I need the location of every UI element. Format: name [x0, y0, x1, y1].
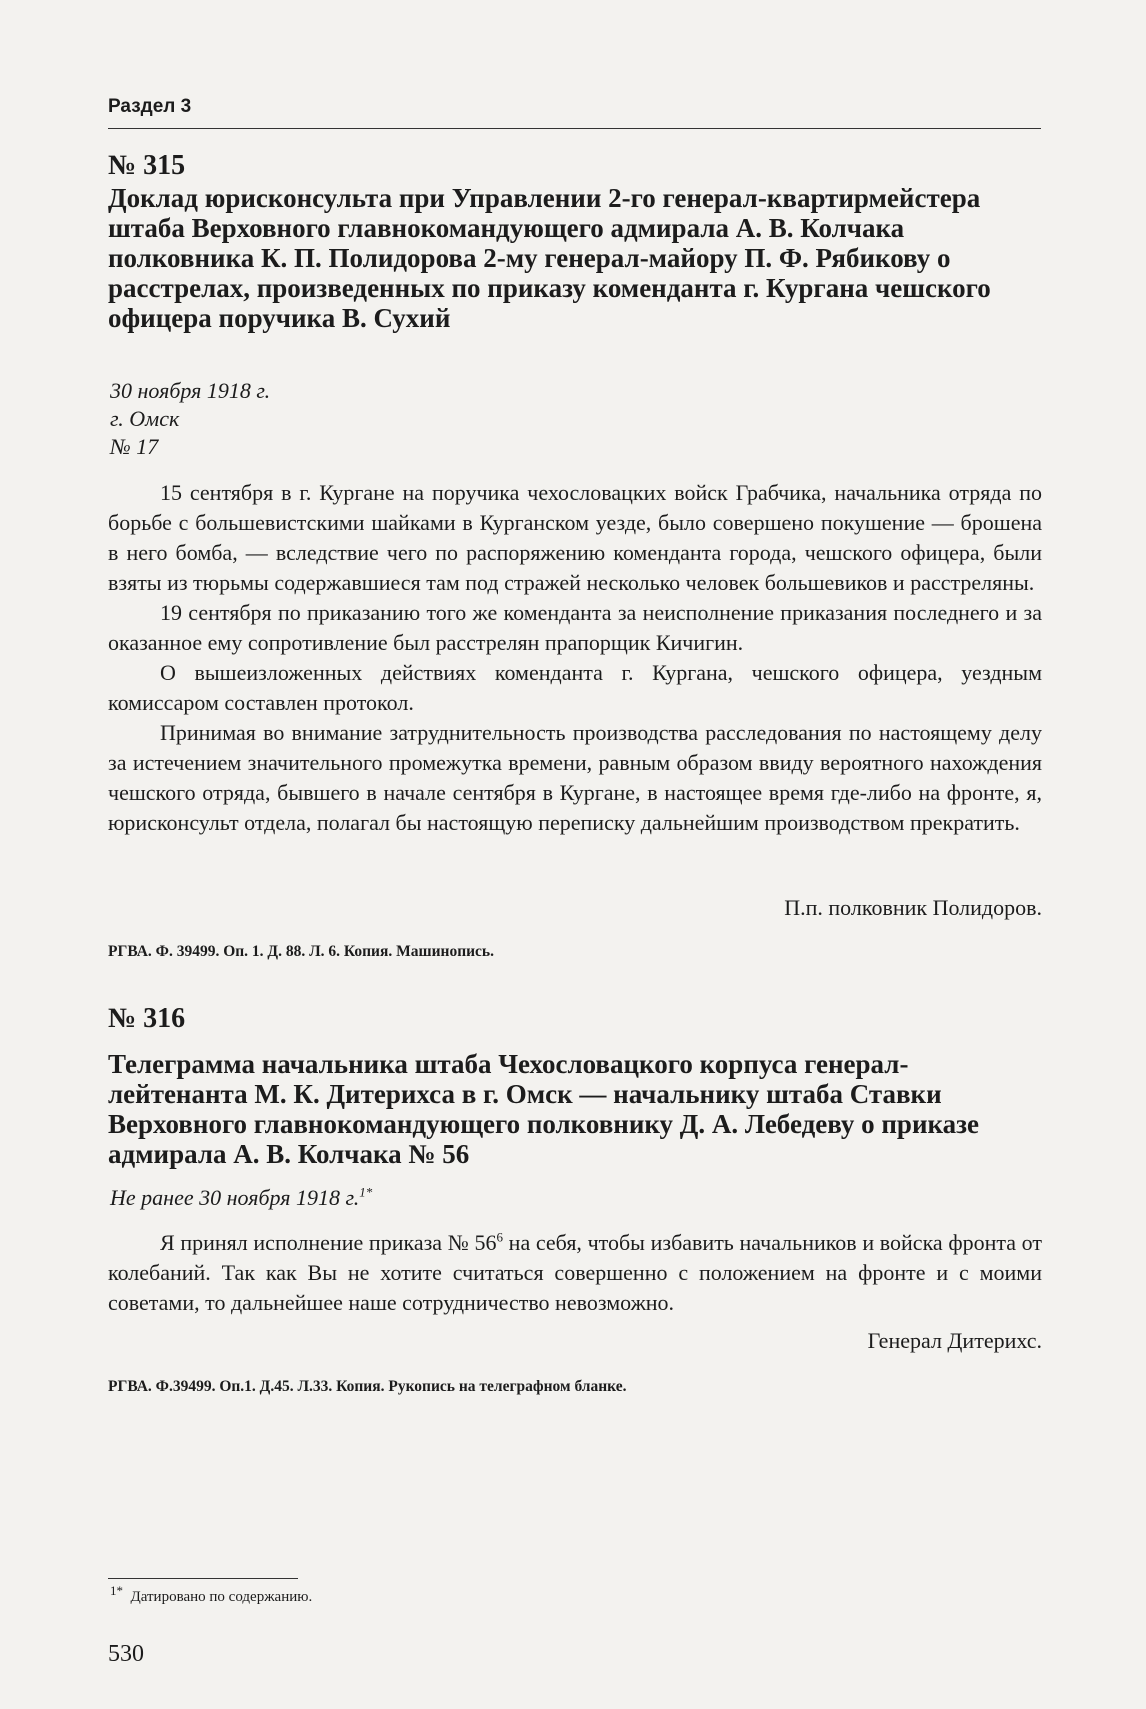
doc-316-date	[110, 1185, 372, 1211]
doc-315-signature: П.п. полковник Полидоров.	[784, 895, 1042, 920]
doc-316-paragraph-part2: на себя, чтобы избавить начальников и войска фронта от колебаний. Так как Вы не хотите считаться совершенно с положением на фронте и с моими советами, то дальнейшее наше сотрудничество невозможно.	[108, 1230, 1043, 1315]
doc-315-paragraph: 15 сентября в г. Кургане на поручика чехословацких войск Грабчика, начальника отряда по борьбе с большевистскими шайками в Курганском уезде, было совершено покушение — брошена в него бомба, — вследствие чего по распоряжению коменданта города, чешского офицера, были взяты из тюрьмы содержавшиеся там под стражей несколько человек большевиков и расстреляны.	[108, 480, 1042, 595]
footnote-text: Датировано по содержанию.	[130, 1589, 313, 1605]
doc-315-paragraph: Принимая во внимание затруднительность производства расследования по настоящему делу за истечением значительного промежутка времени, равным образом ввиду вероятного нахождения чешского отряда, бывшего в начале сентября в Кургане, в настоящее время где-либо на фронте, я, юрисконсульт отдела, полагал бы настоящую переписку дальнейшим производством прекратить.	[108, 720, 1042, 835]
footnote-rule	[108, 1578, 298, 1579]
doc-316-signature: Генерал Дитерихс.	[867, 1328, 1042, 1353]
header-rule	[108, 128, 1041, 129]
doc-315-body	[108, 478, 1042, 838]
doc-315-paragraph: 19 сентября по приказанию того же коменданта за неисполнение приказания последнего и за оказанное ему сопротивление был расстрелян прапорщик Кичигин.	[108, 600, 1042, 655]
doc-316-source: РГВА. Ф.39499. Оп.1. Д.45. Л.33. Копия. Рукопись на телеграфном бланке.	[108, 1378, 627, 1395]
doc-316-paragraph-part1: Я принял исполнение приказа № 56	[160, 1230, 497, 1255]
doc-316-paragraph-footnote-mark: 6	[496, 1229, 504, 1245]
doc-315-paragraph: О вышеизложенных действиях коменданта г. Кургана, чешского офицера, уездным комиссаром составлен протокол.	[108, 660, 1042, 715]
doc-315-place: г. Омск	[110, 406, 180, 431]
footnote	[110, 1583, 313, 1606]
doc-316-date-text: Не ранее 30 ноября 1918 г.	[110, 1185, 360, 1210]
doc-315-ref-number: № 17	[110, 434, 159, 459]
doc-316-date-footnote-mark: 1*	[359, 1184, 373, 1200]
doc-315-date: 30 ноября 1918 г.	[110, 378, 271, 403]
doc-315-title: Доклад юрисконсульта при Управлении 2-го генерал-квартирмейстера штаба Верховного главнокомандующего адмирала А. В. Колчака полковника К. П. Полидорова 2-му генерал-майору П. Ф. Рябикову о расстрелах, произведенных по приказу коменданта г. Кургана чешского офицера поручика В. Сухий	[108, 183, 991, 333]
page-number: 530	[108, 1641, 144, 1667]
doc-316-title: Телеграмма начальника штаба Чехословацкого корпуса генерал-лейтенанта М. К. Дитерихса в г. Омск — начальнику штаба Ставки Верховного главнокомандующего полковнику Д. А. Лебедеву о приказе адмирала А. В. Колчака № 56	[108, 1049, 979, 1169]
doc-316-paragraph	[108, 1228, 1042, 1318]
doc-316-number: № 316	[108, 1003, 186, 1034]
doc-315-source: РГВА. Ф. 39499. Оп. 1. Д. 88. Л. 6. Копия. Машинопись.	[108, 943, 495, 960]
doc-316-body	[108, 1228, 1042, 1318]
section-header: Раздел 3	[108, 96, 192, 117]
footnote-mark: 1*	[110, 1583, 123, 1598]
doc-315-number: № 315	[108, 150, 186, 181]
